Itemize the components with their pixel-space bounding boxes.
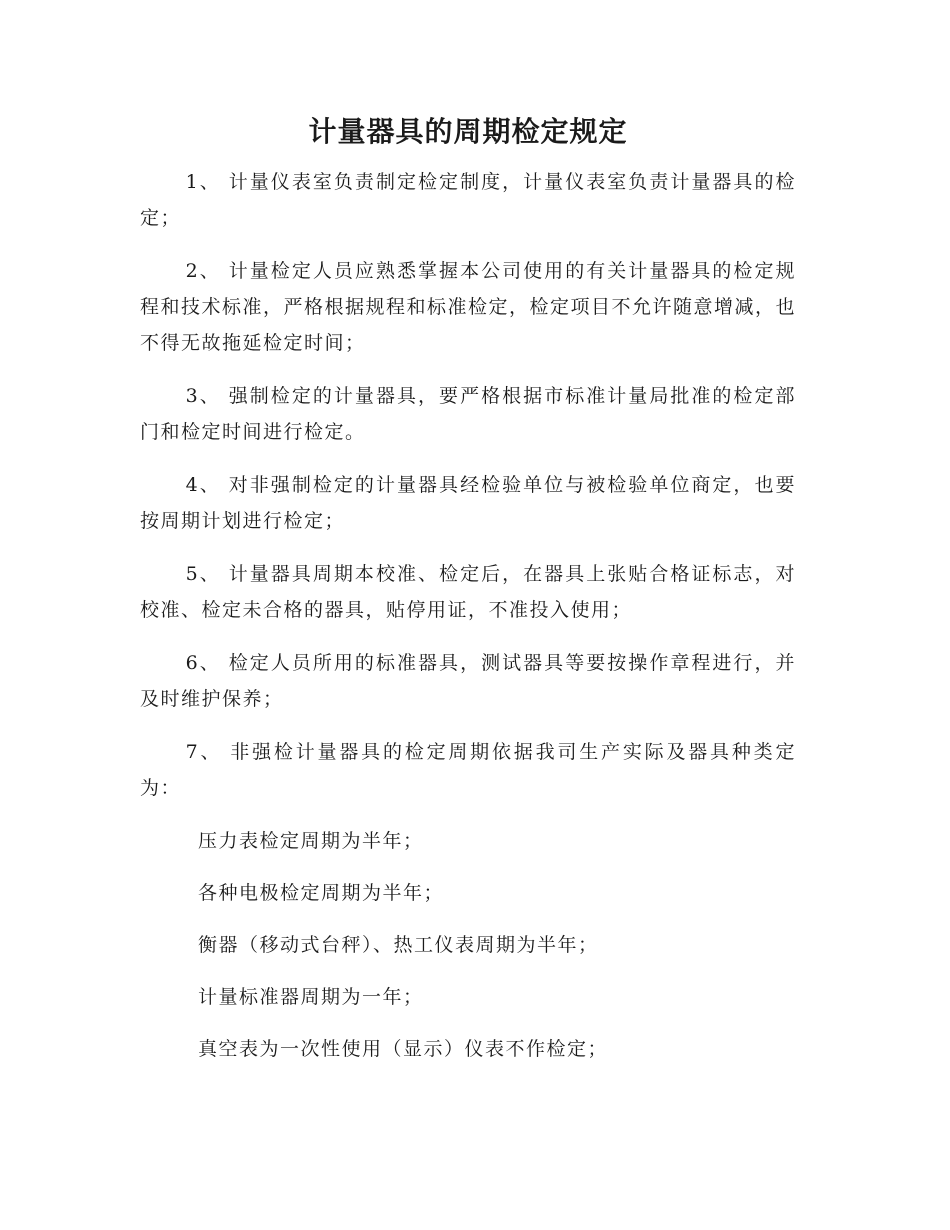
document-body [140, 164, 796, 1083]
clause-text: 计量检定人员应熟悉掌握本公司使用的有关计量器具的检定规程和技术标准，严格根据规程和标准检定，检定项目不允许随意增减，也不得无故拖延检定时间； [140, 260, 797, 354]
clause-6 [140, 645, 796, 717]
clause-number: 7、 [185, 741, 223, 763]
clause-number: 4、 [185, 474, 221, 496]
clause-number: 1、 [185, 171, 221, 193]
clause-text: 计量器具周期本校准、检定后，在器具上张贴合格证标志，对校准、检定未合格的器具，贴停用证，不准投入使用； [140, 563, 796, 621]
clause-number: 6、 [185, 652, 221, 674]
clause-number: 5、 [185, 563, 221, 585]
period-item: 衡器（移动式台秤）、热工仪表周期为半年； [198, 934, 599, 956]
clause-text: 强制检定的计量器具，要严格根据市标准计量局批准的检定部门和检定时间进行检定。 [140, 385, 796, 443]
document-title: 计量器具的周期检定规定 [308, 115, 628, 148]
clause-text: 检定人员所用的标准器具，测试器具等要按操作章程进行，并及时维护保养； [140, 652, 796, 710]
clause-4 [140, 467, 796, 539]
clause-7 [140, 734, 796, 806]
period-item: 压力表检定周期为半年； [198, 830, 424, 852]
period-list [140, 823, 796, 1067]
clause-text: 对非强制检定的计量器具经检验单位与被检验单位商定，也要按周期计划进行检定； [140, 474, 796, 532]
period-item: 各种电极检定周期为半年； [198, 882, 445, 904]
clause-5 [140, 556, 796, 628]
clause-text: 非强检计量器具的检定周期依据我司生产实际及器具种类定为： [140, 741, 796, 799]
clause-2 [140, 253, 796, 361]
clause-1 [140, 164, 796, 236]
period-item: 计量标准器周期为一年； [198, 986, 424, 1008]
clause-3 [140, 378, 796, 450]
clause-text: 计量仪表室负责制定检定制度，计量仪表室负责计量器具的检定； [140, 171, 796, 229]
clause-number: 2、 [185, 260, 221, 282]
clause-number: 3、 [185, 385, 221, 407]
period-item: 真空表为一次性使用（显示）仪表不作检定； [198, 1038, 609, 1060]
